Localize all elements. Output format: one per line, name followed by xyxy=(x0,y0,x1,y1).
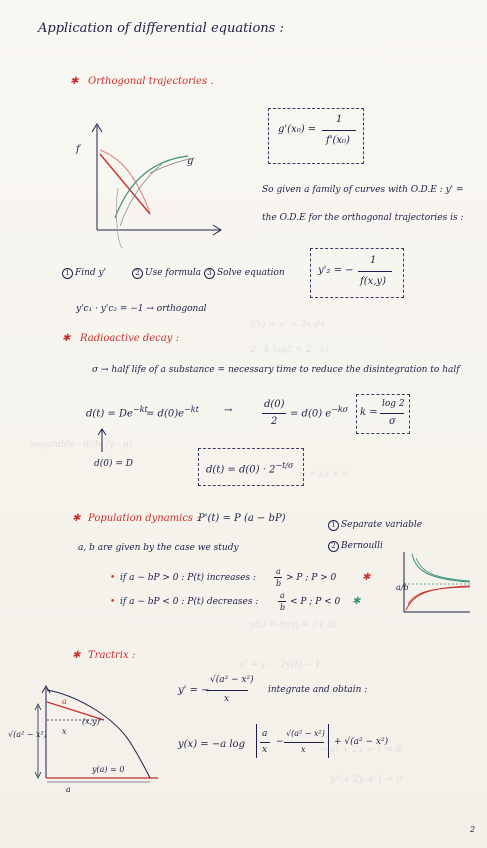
tractrix-label-point: (x,y) xyxy=(82,717,100,726)
graph-label-g: g xyxy=(187,156,194,167)
tractrix-abs-den2: x xyxy=(301,745,306,754)
tractrix-eq2-tail: + √(a² − x²) xyxy=(334,737,389,747)
k-num: log 2 xyxy=(382,399,405,409)
tractrix-heading: Tractrix : xyxy=(88,650,136,661)
fraction-bar xyxy=(274,577,282,578)
method-2 xyxy=(328,541,383,552)
decay-half-num: d(0) xyxy=(264,399,285,410)
bullet-star-icon: ✱ xyxy=(70,76,79,87)
number-circle-icon: 1 xyxy=(62,268,73,279)
decay-solution-text: d(t) = d(0) · 2 xyxy=(206,464,276,476)
population-given: a, b are given by the case we study xyxy=(78,543,239,553)
tractrix-label-a-top: a xyxy=(62,697,67,706)
fraction-bar xyxy=(206,690,248,691)
tractrix-abs-x: x xyxy=(262,745,268,755)
fraction-bar xyxy=(262,413,286,414)
tractrix-eq2: y(x) = −a log xyxy=(178,739,245,750)
bullet-star-icon: ✱ xyxy=(72,513,81,524)
orthogonal-heading: Orthogonal trajectories . xyxy=(88,76,214,87)
tractrix-label-y: y(a) = 0 xyxy=(92,765,125,774)
formula-y2-num: 1 xyxy=(370,255,377,266)
population-graph-label: a/b xyxy=(396,583,409,592)
tractrix-label-a-bottom: a xyxy=(66,785,71,794)
tractrix-eq1-lhs: y' = − xyxy=(178,685,210,696)
formula-gprime-lhs: g'(x₀) = xyxy=(278,124,317,135)
k-den: σ xyxy=(389,416,396,427)
bullet-dot-icon: • xyxy=(110,597,116,607)
decay-eq-main-text: d(t) = De xyxy=(86,408,133,420)
decay-eq-main-exp: −kt xyxy=(132,405,148,414)
number-circle-icon: 3 xyxy=(204,268,215,279)
step-3 xyxy=(204,268,285,279)
tractrix-eq1-tail: integrate and obtain : xyxy=(268,685,368,695)
radioactive-heading: Radioactive decay : xyxy=(80,333,179,344)
tractrix-eq1-num: √(a² − x²) xyxy=(210,675,254,685)
formula-gprime-num: 1 xyxy=(336,114,343,125)
formula-y2-lhs: y'₂ = − xyxy=(318,265,354,276)
number-circle-icon: 1 xyxy=(328,520,339,531)
tractrix-label-side: √(a² − x²) xyxy=(8,730,47,739)
graph-label-f: f xyxy=(76,144,80,155)
tractrix-abs-a: a xyxy=(262,729,268,739)
decay-half-rhs-exp: −kσ xyxy=(331,405,349,414)
star-red-icon: ✱ xyxy=(362,572,371,583)
population-graph xyxy=(392,548,472,616)
bullet-star-icon: ✱ xyxy=(72,650,81,661)
case-2-rhs: < P ; P < 0 xyxy=(290,597,341,607)
decay-half-rhs-text: = d(0) e xyxy=(290,408,332,420)
case-2-frac-den: b xyxy=(280,603,286,612)
population-heading: Population dynamics : xyxy=(88,513,200,524)
step-2 xyxy=(132,268,201,279)
step-2-label: Use formula xyxy=(145,268,202,278)
page-number: 2 xyxy=(470,825,476,834)
fraction-bar xyxy=(358,271,392,272)
formula-y2-den: f(x,y) xyxy=(360,276,386,287)
case-1-frac-num: a xyxy=(276,567,281,576)
decay-eq-mid-exp: −kt xyxy=(184,405,199,414)
method-1-label: Separate variable xyxy=(341,520,423,530)
bullet-dot-icon: • xyxy=(110,573,116,583)
tractrix-eq1-den: x xyxy=(224,694,230,704)
step-1 xyxy=(62,268,106,279)
case-1-text: if a − bP > 0 : P(t) increases : xyxy=(120,573,256,583)
decay-half-den: 2 xyxy=(271,416,278,427)
decay-half-rhs xyxy=(290,406,348,419)
fraction-bar xyxy=(278,601,286,602)
formula-gprime-den: f'(x₀) xyxy=(326,135,350,146)
step-3-label: Solve equation xyxy=(217,268,285,278)
case-1-frac-den: b xyxy=(276,579,282,588)
tractrix-abs-minus: − xyxy=(276,737,284,747)
decay-eq-main xyxy=(86,406,148,419)
method-1 xyxy=(328,520,422,531)
d0-definition: d(0) = D xyxy=(94,459,133,469)
arrow-up-icon xyxy=(96,428,108,452)
decay-solution xyxy=(206,462,294,475)
abs-bar-right xyxy=(328,724,329,758)
case-2-text: if a − bP < 0 : P(t) decreases : xyxy=(120,597,259,607)
population-eq: P'(t) = P (a − bP) xyxy=(198,513,286,524)
number-circle-icon: 2 xyxy=(328,541,339,552)
abs-bar-left xyxy=(256,724,257,758)
method-2-label: Bernoulli xyxy=(341,541,383,551)
case-2-frac-num: a xyxy=(280,591,285,600)
orthogonal-text-line1: So given a family of curves with O.D.E : y' = xyxy=(262,185,464,195)
orthogonal-graph xyxy=(70,118,230,248)
star-green-icon: ✱ xyxy=(352,596,361,607)
bullet-star-icon: ✱ xyxy=(62,333,71,344)
case-1-rhs: > P ; P > 0 xyxy=(286,573,337,583)
fraction-bar xyxy=(284,742,324,743)
step-1-label: Find y' xyxy=(75,268,107,278)
fraction-bar xyxy=(322,130,356,131)
orthogonal-product-line: y'c₁ · y'c₂ = −1 → orthogonal xyxy=(76,304,207,314)
notebook-page: f(x) = x² + 2x dx 2 · k log2 = 2 · kt separable · d/dx (y · μ) y = λx + b y(t) = ln|y| = ∫ c dt x' = y ... 2y(t) − 1 − x² + 2x + 1 = 0 y'' + 2y + 1 = 0 Application of differential equations : ✱ Orthogonal trajectories . g'(x₀) = 1 f'(x₀) f g So given a family of curves with O.D.E : y' = the O.D.E for the orthogonal trajectories is : 1 Find y' 2 Use formula 3 Solve equation y'₂ = − 1 f(x,y) y'c₁ · y'c₂ = −1 → orthogonal ✱ Radioactive decay : σ → half life of a substance = necessary time to reduce the disintegration to half $d(t) = De^{-kt}$ = $d(0)e^{-kt}$ → d(0) 2 = d(0) $e^{-k\sigma}$ k = log 2 σ d(0) = D $d(t) = d(0) \cdot 2^{-t/\sigma}$ ✱ Population dynamics : P'(t) = P (a − bP) 1 Separate variable 2 Bernoulli a, b are given by the case we study • if a − bP > 0 : P(t) increases : a b > P ; P > 0 ✱ • if a − bP < 0 : P(t) decreases : a b < P ; P < 0 ✱ a/b ✱ Tractrix : y' = − √(a² − x²) x integrate and obtain : y(x) = −a log a x − √(a² − x²) x + √(a² − x²) √(a² − x²) a x (x,y) y(a) = 0 a 2 xyxy=(0,0,487,848)
page-title: Application of differential equations : xyxy=(38,21,284,36)
arrow-right-icon: → xyxy=(224,405,233,416)
decay-solution-exp: −t/σ xyxy=(275,461,294,470)
decay-eq-mid-text: = d(0)e xyxy=(146,408,185,420)
fraction-bar xyxy=(260,742,270,743)
number-circle-icon: 2 xyxy=(132,268,143,279)
tractrix-label-x: x xyxy=(62,727,67,736)
fraction-bar xyxy=(380,413,404,414)
orthogonal-text-line2: the O.D.E for the orthogonal trajectories is : xyxy=(262,213,464,223)
half-life-definition: σ → half life of a substance = necessary time to reduce the disintegration to half xyxy=(92,365,460,375)
k-lhs: k = xyxy=(360,407,378,418)
decay-eq-mid xyxy=(146,406,199,419)
tractrix-abs-num2: √(a² − x²) xyxy=(286,729,325,738)
